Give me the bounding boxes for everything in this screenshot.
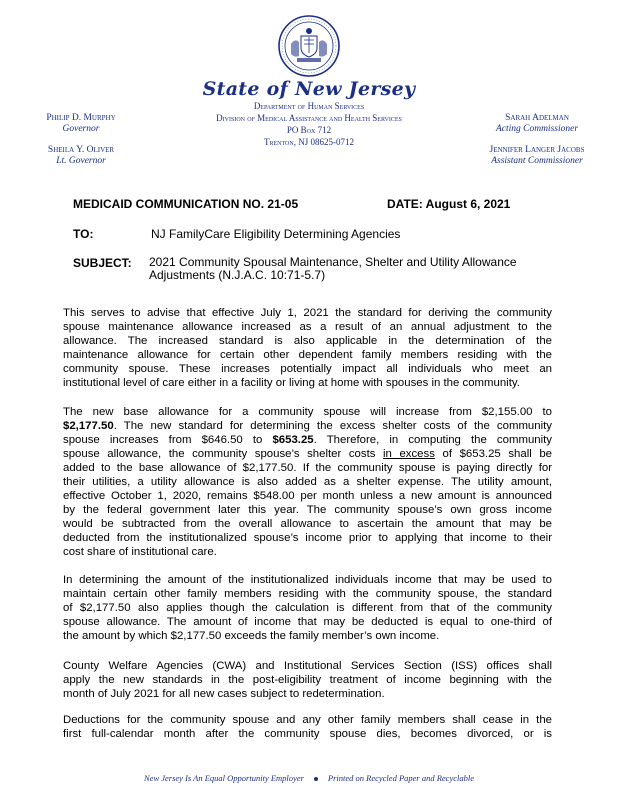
text-line: spouse allowance. The amount of income that may be deducted is equal to one-third of: [63, 616, 552, 628]
paragraph-cwa-iss: [63, 659, 552, 701]
commissioner-title: Acting Commissioner: [495, 124, 579, 134]
bold-amount: $653.25: [272, 434, 314, 446]
to-label: TO:: [73, 227, 94, 241]
to-value: NJ FamilyCare Eligibility Determining Agencies: [151, 227, 401, 241]
paragraph-deductions: [63, 713, 552, 741]
subject-line: 2021 Community Spousal Maintenance, Shelter and Utility Allowance: [149, 255, 517, 269]
text-line: deducted from the institutionalized spouse’s income prior to applying that income to their: [63, 532, 552, 544]
text-line: $2,177.50. The new standard for determining the excess shelter costs of the community: [63, 420, 552, 432]
lt-governor-title: Lt. Governor: [56, 156, 106, 166]
text-line: spouse allowance, the community spouse’s shelter costs in excess of $653.25 shall be: [63, 448, 552, 460]
department-block: [170, 100, 448, 148]
text-line: In determining the amount of the institutionalized individuals income that may be used to: [63, 574, 552, 586]
text-line: the amount by which $2,177.50 exceeds the family member’s own income.: [63, 630, 440, 642]
text-line: County Welfare Agencies (CWA) and Institutional Services Section (ISS) offices shall: [63, 660, 552, 672]
text-line: maintain certain other family members residing with the community spouse, the standard: [63, 588, 552, 600]
department-name: Department of Human Services: [253, 101, 365, 111]
governor-title: Governor: [62, 124, 100, 134]
paragraph-effective-date: [63, 306, 552, 390]
division-name: Division of Medical Assistance and Health Services: [216, 113, 402, 123]
page-footer: [0, 773, 618, 783]
paragraph-base-allowance: [63, 405, 552, 559]
governor-block: [6, 113, 156, 167]
text-line: their utilities, a utility allowance is also added as a shelter expense. The utility amount,: [63, 476, 552, 488]
text-line: institutional level of care either in a facility or living at home with spouses in the community.: [63, 377, 520, 389]
communication-number: MEDICAID COMMUNICATION NO. 21-05: [73, 197, 299, 211]
memo-date: DATE: August 6, 2021: [387, 197, 511, 211]
text-line: spouse maintenance allowance increased as a result of an annual adjustment to the: [63, 321, 552, 333]
city-address: Trenton, NJ 08625-0712: [264, 137, 354, 147]
text-line: spouse increases from $646.50 to $653.25. Therefore, in computing the community: [63, 434, 553, 446]
text-line: maintenance allowance for certain other dependent family members residing with the: [63, 349, 552, 361]
text-line: by the federal government later this year. The community spouse’s own gross income: [63, 504, 552, 516]
text-line: This serves to advise that effective July 1, 2021 the standard for deriving the community: [63, 307, 552, 319]
paragraph-family-members: [63, 573, 552, 643]
commissioner-name: Sarah Adelman: [505, 113, 569, 123]
footer-recycled: Printed on Recycled Paper and Recyclable: [327, 773, 474, 783]
text-line: month of July 2021 for all new cases subject to redetermination.: [63, 688, 385, 700]
subject-label: SUBJECT:: [73, 256, 132, 270]
text-line: would be subtracted from the overall allowance to ascertain the amount that may be: [63, 518, 552, 530]
text-line: community spouse. These increases potentially impact all individuals who meet an: [63, 363, 552, 375]
text-line: added to the base allowance of $2,177.50. If the community spouse is paying directly for: [63, 462, 552, 474]
state-seal-icon: [277, 14, 341, 78]
asst-commissioner-title: Assistant Commissioner: [491, 156, 583, 166]
asst-commissioner-name: Jennifer Langer Jacobs: [489, 145, 585, 155]
lt-governor-name: Sheila Y. Oliver: [47, 145, 115, 155]
underlined-text: in excess: [383, 448, 435, 460]
state-title: State of New Jersey: [202, 78, 416, 100]
bold-amount: $2,177.50: [63, 420, 114, 432]
text-line: of $2,177.50 also applies though the calculation is different from that of the community: [63, 602, 552, 614]
text-line: The new base allowance for a community spouse will increase from $2,155.00 to: [63, 406, 552, 418]
text-line: allowance. The increased standard is also applicable in the determination of the: [63, 335, 552, 347]
text-line: first full-calendar month after the community spouse dies, becomes divorced, or is: [63, 728, 552, 740]
text-line: cost share of institutional care.: [63, 546, 217, 558]
subject-line: Adjustments (N.J.A.C. 10:71-5.7): [149, 268, 326, 282]
bullet-icon: [314, 777, 318, 781]
text-line: apply the new standards in the post-eligibility treatment of income beginning with the: [63, 674, 552, 686]
text-line: effective October 1, 2020, remains $548.00 per month unless a new amount is announced: [63, 490, 552, 502]
subject-value: [149, 256, 549, 282]
footer-equal-opportunity: New Jersey Is An Equal Opportunity Employer: [144, 773, 304, 783]
text-line: Deductions for the community spouse and any other family members shall cease in the: [63, 714, 552, 726]
commissioner-block: [462, 113, 612, 167]
governor-name: Philip D. Murphy: [46, 113, 116, 123]
po-box: PO Box 712: [286, 125, 332, 135]
